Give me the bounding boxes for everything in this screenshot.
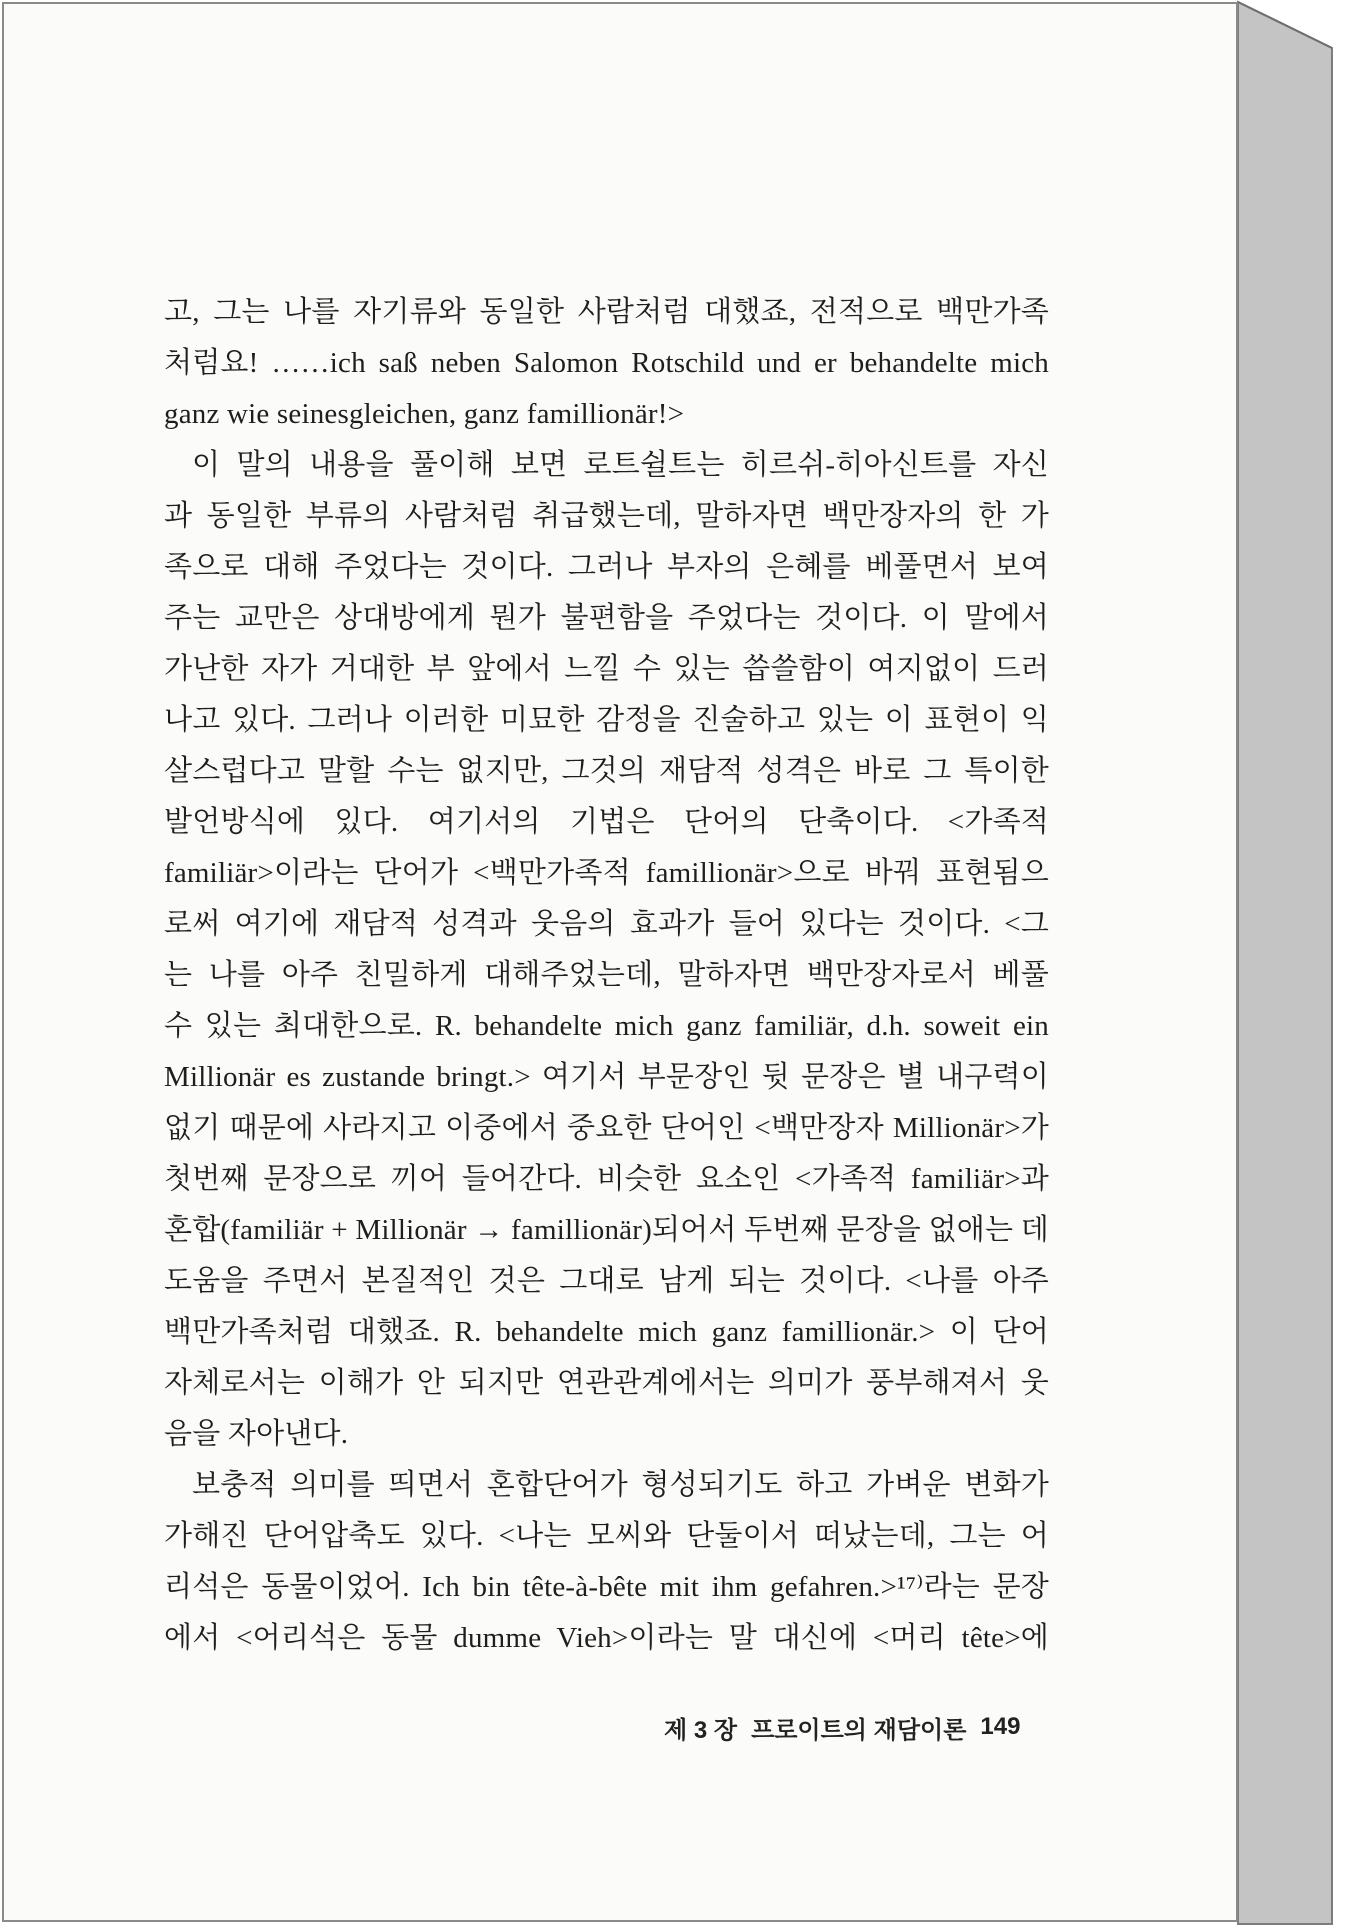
text-line: 처럼요! ……ich saß neben Salomon Rotschild und er behandelte mich <box>164 347 1049 379</box>
text-line: 없기 때문에 사라지고 이중에서 중요한 단어인 <백만장자 Millionär>가 <box>164 1112 1049 1144</box>
running-footer <box>664 1707 1021 1747</box>
chapter-title: 프로이트의 재담이론 <box>751 1716 967 1744</box>
text-line: 주는 교만은 상대방에게 뭔가 불편함을 주었다는 것이다. 이 말에서 <box>164 602 1049 634</box>
text-line: 혼합(familiär + Millionär → famillionär)되어서 두번째 문장을 없애는 데 <box>164 1214 1049 1246</box>
text-line: 나고 있다. 그러나 이러한 미묘한 감정을 진술하고 있는 이 표현이 익 <box>164 704 1049 736</box>
text-line: 자체로서는 이해가 안 되지만 연관관계에서는 의미가 풍부해져서 웃 <box>164 1367 1049 1399</box>
text-line: 에서 <어리석은 동물 dumme Vieh>이라는 말 대신에 <머리 tête>에 <box>164 1622 1049 1654</box>
text-line: 가해진 단어압축도 있다. <나는 모씨와 단둘이서 떠났는데, 그는 어 <box>164 1520 1049 1552</box>
text-line: ganz wie seinesgleichen, ganz famillionär!> <box>164 398 685 430</box>
chapter-label: 제 3 장 <box>664 1716 738 1744</box>
book-page <box>2 2 1238 1922</box>
text-line: 발언방식에 있다. 여기서의 기법은 단어의 단축이다. <가족적 <box>164 806 1049 838</box>
text-line: 보충적 의미를 띄면서 혼합단어가 형성되기도 하고 가벼운 변화가 <box>192 1469 1049 1501</box>
text-line: 가난한 자가 거대한 부 앞에서 느낄 수 있는 씁쓸함이 여지없이 드러 <box>164 653 1049 685</box>
text-line: 리석은 동물이었어. Ich bin tête-à-bête mit ihm gefahren.>¹⁷⁾라는 문장 <box>164 1571 1049 1603</box>
text-line: 첫번째 문장으로 끼어 들어간다. 비슷한 요소인 <가족적 familiär>과 <box>164 1163 1049 1195</box>
text-line: 살스럽다고 말할 수는 없지만, 그것의 재담적 성격은 바로 그 특이한 <box>164 755 1049 787</box>
text-line: familiär>이라는 단어가 <백만가족적 famillionär>으로 바꿔 표현됨으 <box>164 857 1049 889</box>
text-line: 족으로 대해 주었다는 것이다. 그러나 부자의 은혜를 베풀면서 보여 <box>164 551 1049 583</box>
text-line: 도움을 주면서 본질적인 것은 그대로 남게 되는 것이다. <나를 아주 <box>164 1265 1049 1297</box>
text-line: 수 있는 최대한으로. R. behandelte mich ganz familiär, d.h. soweit ein <box>164 1010 1049 1042</box>
text-line: 는 나를 아주 친밀하게 대해주었는데, 말하자면 백만장자로서 베풀 <box>164 959 1049 991</box>
body-text <box>164 287 1049 1664</box>
text-line: 로써 여기에 재담적 성격과 웃음의 효과가 들어 있다는 것이다. <그 <box>164 908 1049 940</box>
text-line: 고, 그는 나를 자기류와 동일한 사람처럼 대했죠, 전적으로 백만가족 <box>164 296 1049 328</box>
text-line: 이 말의 내용을 풀이해 보면 로트쉴트는 히르쉬-히아신트를 자신 <box>192 449 1049 481</box>
text-line: 백만가족처럼 대했죠. R. behandelte mich ganz famillionär.> 이 단어 <box>164 1316 1049 1348</box>
text-line: 음을 자아낸다. <box>164 1418 349 1450</box>
page-number: 149 <box>980 1713 1021 1740</box>
text-line: 과 동일한 부류의 사람처럼 취급했는데, 말하자면 백만장자의 한 가 <box>164 500 1049 532</box>
text-line: Millionär es zustande bringt.> 여기서 부문장인 뒷 문장은 별 내구력이 <box>164 1061 1049 1093</box>
